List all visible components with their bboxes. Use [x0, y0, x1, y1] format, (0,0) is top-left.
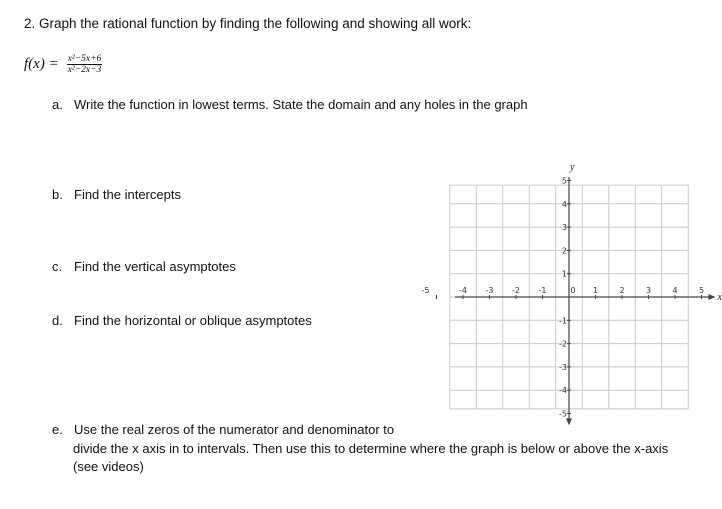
- x-axis-label: x: [717, 292, 722, 303]
- x-tick-label: -4: [459, 286, 467, 295]
- y-tick-label: -5: [559, 409, 567, 419]
- y-tick-label: 1: [561, 269, 567, 279]
- part-text: Write the function in lowest terms. State the domain and any holes in the graph: [74, 97, 528, 112]
- x-tick-label: 2: [619, 286, 625, 295]
- axes: [437, 177, 716, 425]
- function-denominator: x²−2x−3: [67, 65, 102, 75]
- x-tick-label: -5: [421, 286, 430, 295]
- part-text: Find the intercepts: [74, 187, 181, 202]
- y-tick-label: 2: [561, 246, 567, 256]
- x-tick-label: 1: [592, 286, 599, 295]
- part-e-continuation: divide the x axis in to intervals. Then use this to determine where the graph is below or above the x-axis (see videos): [73, 441, 669, 474]
- x-tick-label: -3: [485, 286, 494, 295]
- y-axis-arrow: [566, 418, 572, 425]
- function-numerator: x²−5x+6: [67, 54, 102, 64]
- part-text: Use the real zeros of the numerator and denominator to: [74, 422, 395, 437]
- y-tick-label: 3: [561, 223, 567, 233]
- part-label: c.: [52, 259, 63, 274]
- y-tick-label: -4: [559, 386, 567, 396]
- part-label: a.: [52, 97, 63, 112]
- y-tick-label: 4: [561, 199, 567, 209]
- y-tick-label: -3: [559, 362, 567, 372]
- y-tick-label: -2: [559, 339, 567, 349]
- x-tick-label: 3: [645, 286, 652, 295]
- part-text: Find the horizontal or oblique asymptotes: [74, 313, 312, 328]
- x-tick-label: 5: [698, 286, 705, 295]
- tick-labels: [422, 162, 722, 418]
- x-axis-arrow: [708, 294, 715, 300]
- question-title: 2. Graph the rational function by finding the following and showing all work:: [24, 16, 472, 31]
- y-tick-label: -1: [559, 316, 567, 326]
- part-label: b.: [52, 187, 63, 202]
- x-tick-label: -1: [538, 286, 547, 295]
- y-tick-label: 5: [561, 176, 567, 186]
- y-axis-label: y: [570, 162, 575, 174]
- part-label: e.: [52, 422, 63, 437]
- function-lhs: f(x) =: [24, 56, 59, 72]
- part-text: Find the vertical asymptotes: [74, 259, 236, 274]
- x-tick-label: 0: [570, 286, 576, 295]
- x-tick-label: 4: [672, 286, 678, 295]
- x-tick-label: -2: [512, 286, 520, 295]
- part-label: d.: [52, 313, 63, 328]
